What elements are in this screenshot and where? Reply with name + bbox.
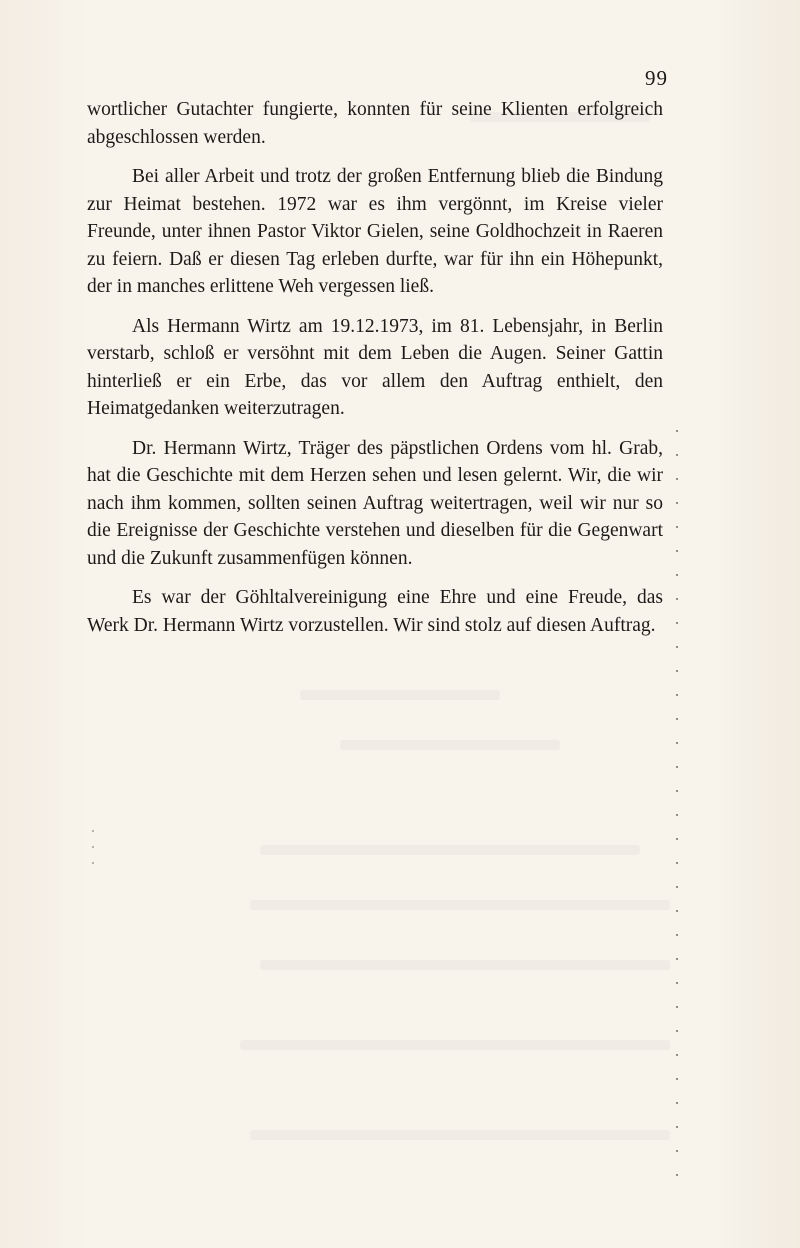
page-edge-marks-left (92, 830, 94, 870)
paragraph-closing: Es war der Göhltalvereinigung eine Ehre und eine Freude, das Werk Dr. Hermann Wirtz vorzustellen. Wir sind stolz auf diesen Auftrag. (87, 587, 663, 636)
paragraph-continuation: wortlicher Gutachter fungierte, konnten für seine Klienten erfolgreich abgeschlossen werden. (87, 99, 663, 148)
paragraph-death: Als Hermann Wirtz am 19.12.1973, im 81. Lebensjahr, in Berlin verstarb, schloß er versöhnt mit dem Leben die Augen. Seiner Gattin hinterließ er ein Erbe, das vor allem den Auftrag enthielt, den Heimatgedanken weiterzutragen. (87, 315, 663, 419)
body-text (87, 96, 663, 651)
page-number: 99 (645, 66, 668, 90)
paragraph-homeland: Bei aller Arbeit und trotz der großen Entfernung blieb die Bindung zur Heimat bestehen. 1972 war es ihm vergönnt, im Kreise vieler Freunde, unter ihnen Pastor Viktor Gielen, seine Goldhochzeit in Raeren zu feiern. Daß er diesen Tag erleben durfte, war für ihn ein Höhepunkt, der in manches erlittene Weh vergessen ließ. (87, 166, 663, 297)
page-edge-marks (676, 430, 678, 1190)
paragraph-legacy: Dr. Hermann Wirtz, Träger des päpstlichen Ordens vom hl. Grab, hat die Geschichte mit dem Herzen sehen und lesen gelernt. Wir, die wir nach ihm kommen, sollten seinen Auftrag weitertragen, weil wir nur so die Ereignisse der Geschichte verstehen und dieselben für die Gegenwart und die Zukunft zusammenfügen können. (87, 437, 663, 569)
